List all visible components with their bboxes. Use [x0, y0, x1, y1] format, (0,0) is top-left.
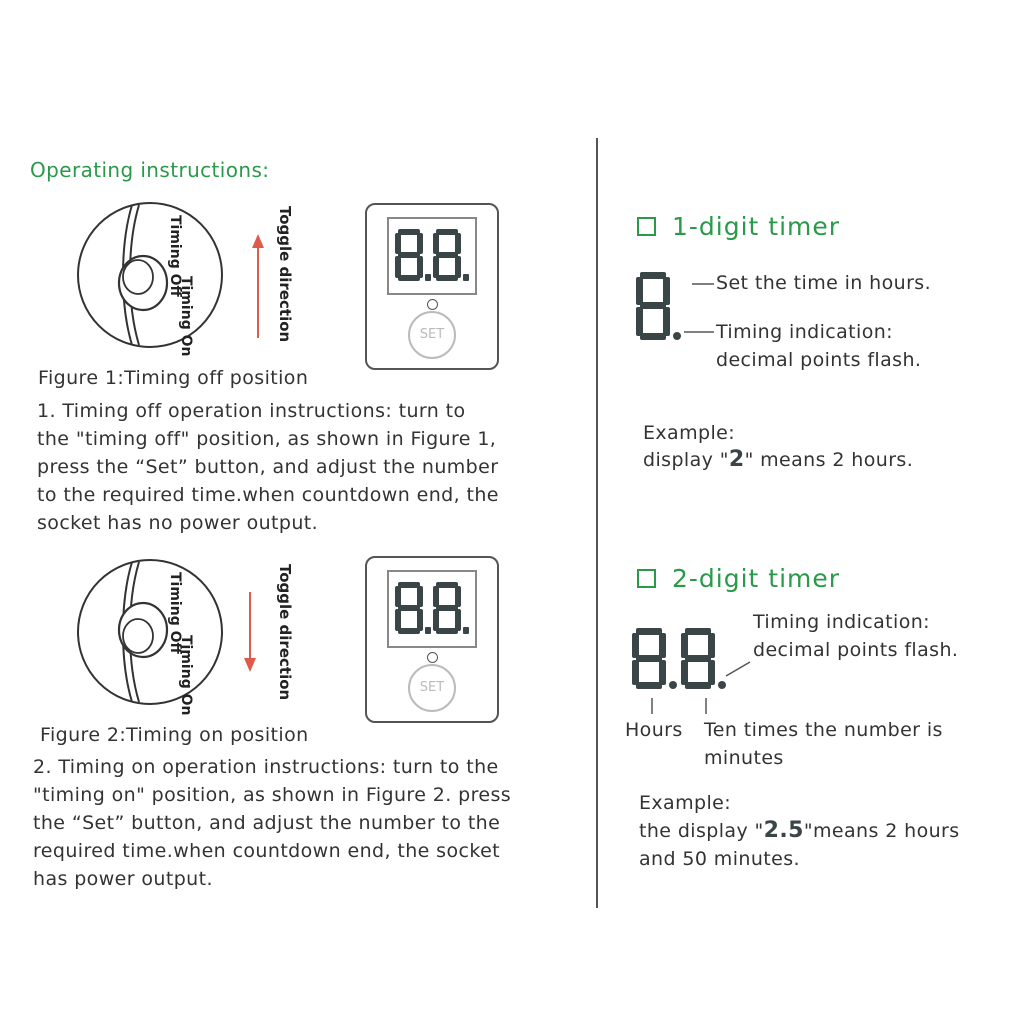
figure1-lcd-screen	[387, 217, 477, 295]
figure1-set-button[interactable]: SET	[408, 311, 456, 359]
two-digit-label-minutes-2: minutes	[704, 747, 784, 769]
two-digit-note-timing-2: decimal points flash.	[753, 639, 959, 661]
column-divider	[596, 138, 598, 908]
example-digit: 2.5	[763, 818, 804, 843]
two-digit-label-minutes-1: Ten times the number is	[704, 719, 943, 741]
two-digit-example	[639, 817, 960, 845]
figure1-caption: Figure 1:Timing off position	[38, 367, 309, 389]
figure1-label-on: Timing On	[178, 276, 194, 357]
checkbox-square-icon	[637, 569, 656, 588]
example-prefix: display "	[643, 449, 729, 471]
example-digit: 2	[728, 447, 745, 472]
two-digit-title-text: 2-digit timer	[672, 564, 841, 593]
figure1-indicator-led	[427, 299, 438, 310]
figure2-indicator-led	[427, 652, 438, 663]
instruction-line: 2. Timing on operation instructions: turn to the	[33, 756, 499, 778]
figure2-toggle-direction: Toggle direction	[276, 564, 294, 701]
one-digit-example	[643, 446, 913, 474]
instruction-line: 1. Timing off operation instructions: turn to	[37, 400, 466, 422]
example-suffix: "means 2 hours	[803, 820, 960, 842]
example-prefix: the display "	[639, 820, 764, 842]
figure2-timer-device	[365, 556, 499, 723]
instruction-line: press the “Set” button, and adjust the number	[37, 456, 499, 478]
instruction-line: required time.when countdown end, the socket	[33, 840, 501, 862]
figure2-caption: Figure 2:Timing on position	[40, 724, 309, 746]
figure1-label-off: Timing Off	[167, 215, 183, 297]
two-digit-example-label: Example:	[639, 792, 732, 814]
two-digit-note-timing-1: Timing indication:	[753, 611, 930, 633]
example-suffix: " means 2 hours.	[744, 449, 914, 471]
leader-lines	[640, 640, 760, 720]
switch-dial-icon	[75, 552, 225, 712]
figure2-label-off: Timing Off	[167, 572, 183, 654]
instruction-line: "timing on" position, as shown in Figure 2. press	[33, 784, 512, 806]
one-digit-note-timing-1: Timing indication:	[716, 321, 893, 343]
figure1-timer-device	[365, 203, 499, 370]
one-digit-example-label: Example:	[643, 422, 736, 444]
figure1-lcd-digits	[393, 227, 471, 285]
one-digit-title	[637, 212, 840, 241]
figure2-instructions	[33, 753, 511, 893]
figure1-toggle-direction: Toggle direction	[276, 206, 294, 343]
figure2-set-button[interactable]: SET	[408, 664, 456, 712]
figure1-instructions	[37, 397, 499, 537]
switch-dial-icon	[75, 195, 225, 355]
arrow-down-icon	[240, 590, 260, 674]
one-digit-display-icon	[634, 270, 682, 344]
two-digit-label-hours: Hours	[625, 719, 683, 741]
instruction-line: to the required time.when countdown end, the	[37, 484, 499, 506]
instruction-line: has power output.	[33, 868, 213, 890]
figure2-lcd-screen	[387, 570, 477, 648]
two-digit-title	[637, 564, 840, 593]
instruction-line: the "timing off" position, as shown in Figure 1,	[37, 428, 497, 450]
one-digit-title-text: 1-digit timer	[672, 212, 841, 241]
checkbox-square-icon	[637, 217, 656, 236]
two-digit-example-line2: and 50 minutes.	[639, 848, 800, 870]
instruction-line: the “Set” button, and adjust the number to the	[33, 812, 501, 834]
one-digit-note-hours: Set the time in hours.	[716, 272, 932, 294]
page-heading: Operating instructions:	[30, 158, 270, 182]
one-digit-note-timing-2: decimal points flash.	[716, 349, 922, 371]
figure2-label-on: Timing On	[178, 635, 194, 716]
leader-lines	[678, 278, 718, 338]
figure2-lcd-digits	[393, 580, 471, 638]
arrow-up-icon	[248, 232, 268, 342]
instruction-line: socket has no power output.	[37, 512, 319, 534]
